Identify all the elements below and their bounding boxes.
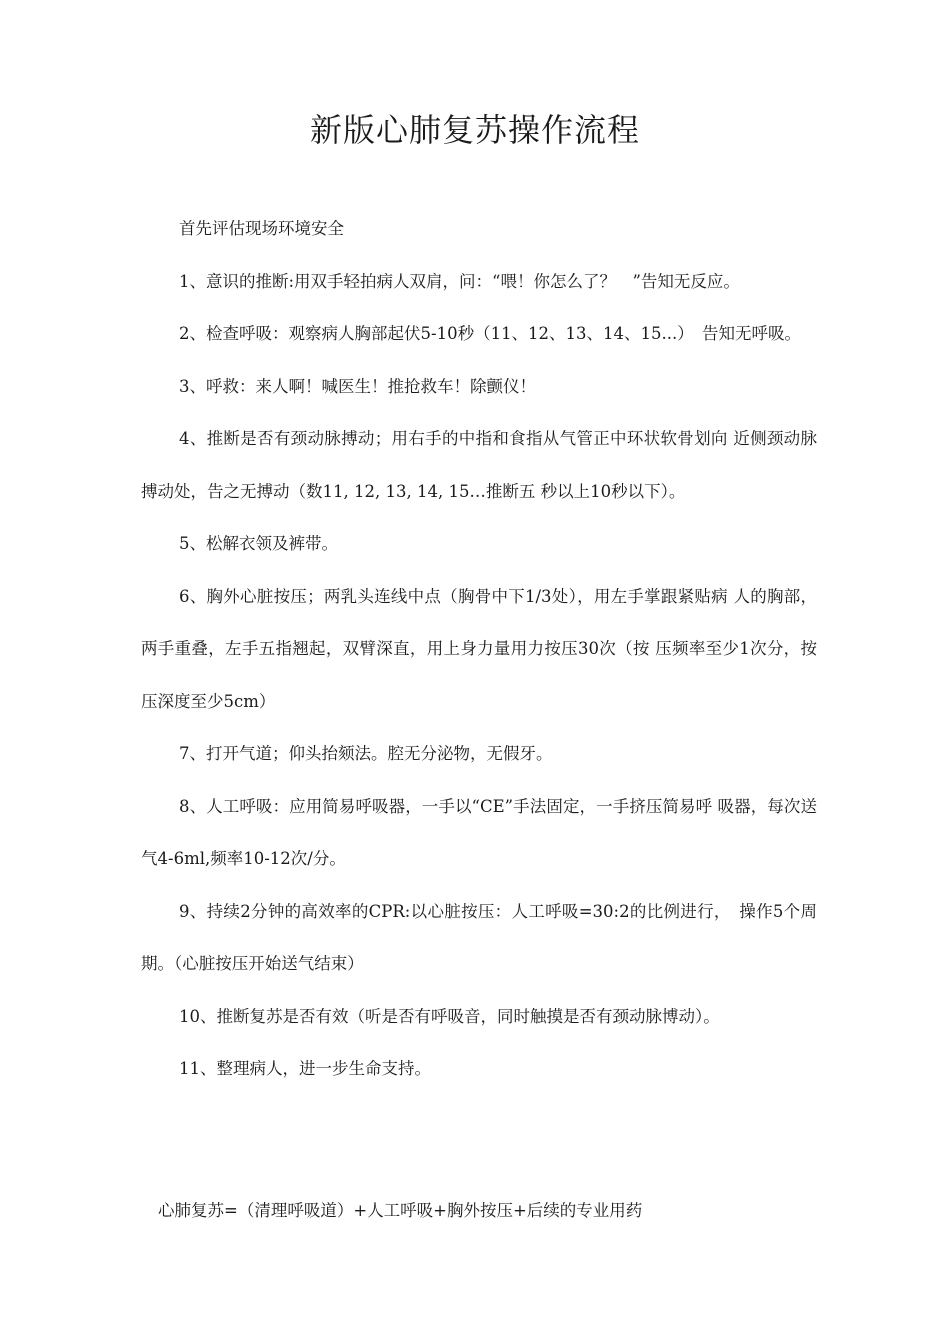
- step-paragraph: 10、推断复苏是否有效（听是否有呼吸音，同时触摸是否有颈动脉博动）。: [179, 1006, 720, 1026]
- step-paragraph: 6、胸外心脏按压；两乳头连线中点（胸骨中下1/3处），用左手掌跟紧贴病 人的胸部，两手重叠，左手五指翘起，双臂深直，用上身力量用力按压30次（按 压频率至少1次分，按压深度至少5cm）: [141, 586, 817, 711]
- step-paragraph: 4、推断是否有颈动脉搏动；用右手的中指和食指从气管正中环状软骨划向 近侧颈动脉搏动处，告之无搏动（数11, 12, 13, 14, 15…推断五 秒以上10秒以下）。: [141, 429, 817, 501]
- step-paragraph: 2、检查呼吸：观察病人胸部起伏5-10秒（11、12、13、14、15...） 告知无呼吸。: [179, 324, 802, 343]
- step-paragraph: 1、意识的推断:用双手轻拍病人双肩，问：“喂！你怎么了？ ”告知无反应。: [179, 271, 740, 291]
- step-paragraph: 11、整理病人，进一步生命支持。: [179, 1059, 431, 1078]
- step-paragraph: 5、松解衣领及裤带。: [179, 534, 338, 553]
- step-paragraph: 7、打开气道；仰头抬颏法。腔无分泌物，无假牙。: [179, 744, 553, 763]
- summary-line: 心肺复苏=（清理呼吸道）+人工呼吸+胸外按压+后续的专业用药: [158, 1201, 643, 1220]
- document-title: 新版心肺复苏操作流程: [309, 111, 640, 149]
- step-paragraph: 3、呼救：来人啊！喊医生！推抢救车！除颤仪！: [179, 376, 536, 396]
- step-paragraph: 9、持续2分钟的高效率的CPR:以心脏按压：人工呼吸=30:2的比例进行， 操作5个周期。（心脏按压开始送气结束）: [141, 901, 817, 973]
- intro-paragraph: 首先评估现场环境安全: [179, 219, 344, 238]
- step-paragraph: 8、人工呼吸：应用简易呼吸器，一手以“CE”手法固定，一手挤压简易呼 吸器，每次送气4-6ml,频率10-12次/分。: [141, 796, 817, 868]
- document-body: [141, 203, 817, 1096]
